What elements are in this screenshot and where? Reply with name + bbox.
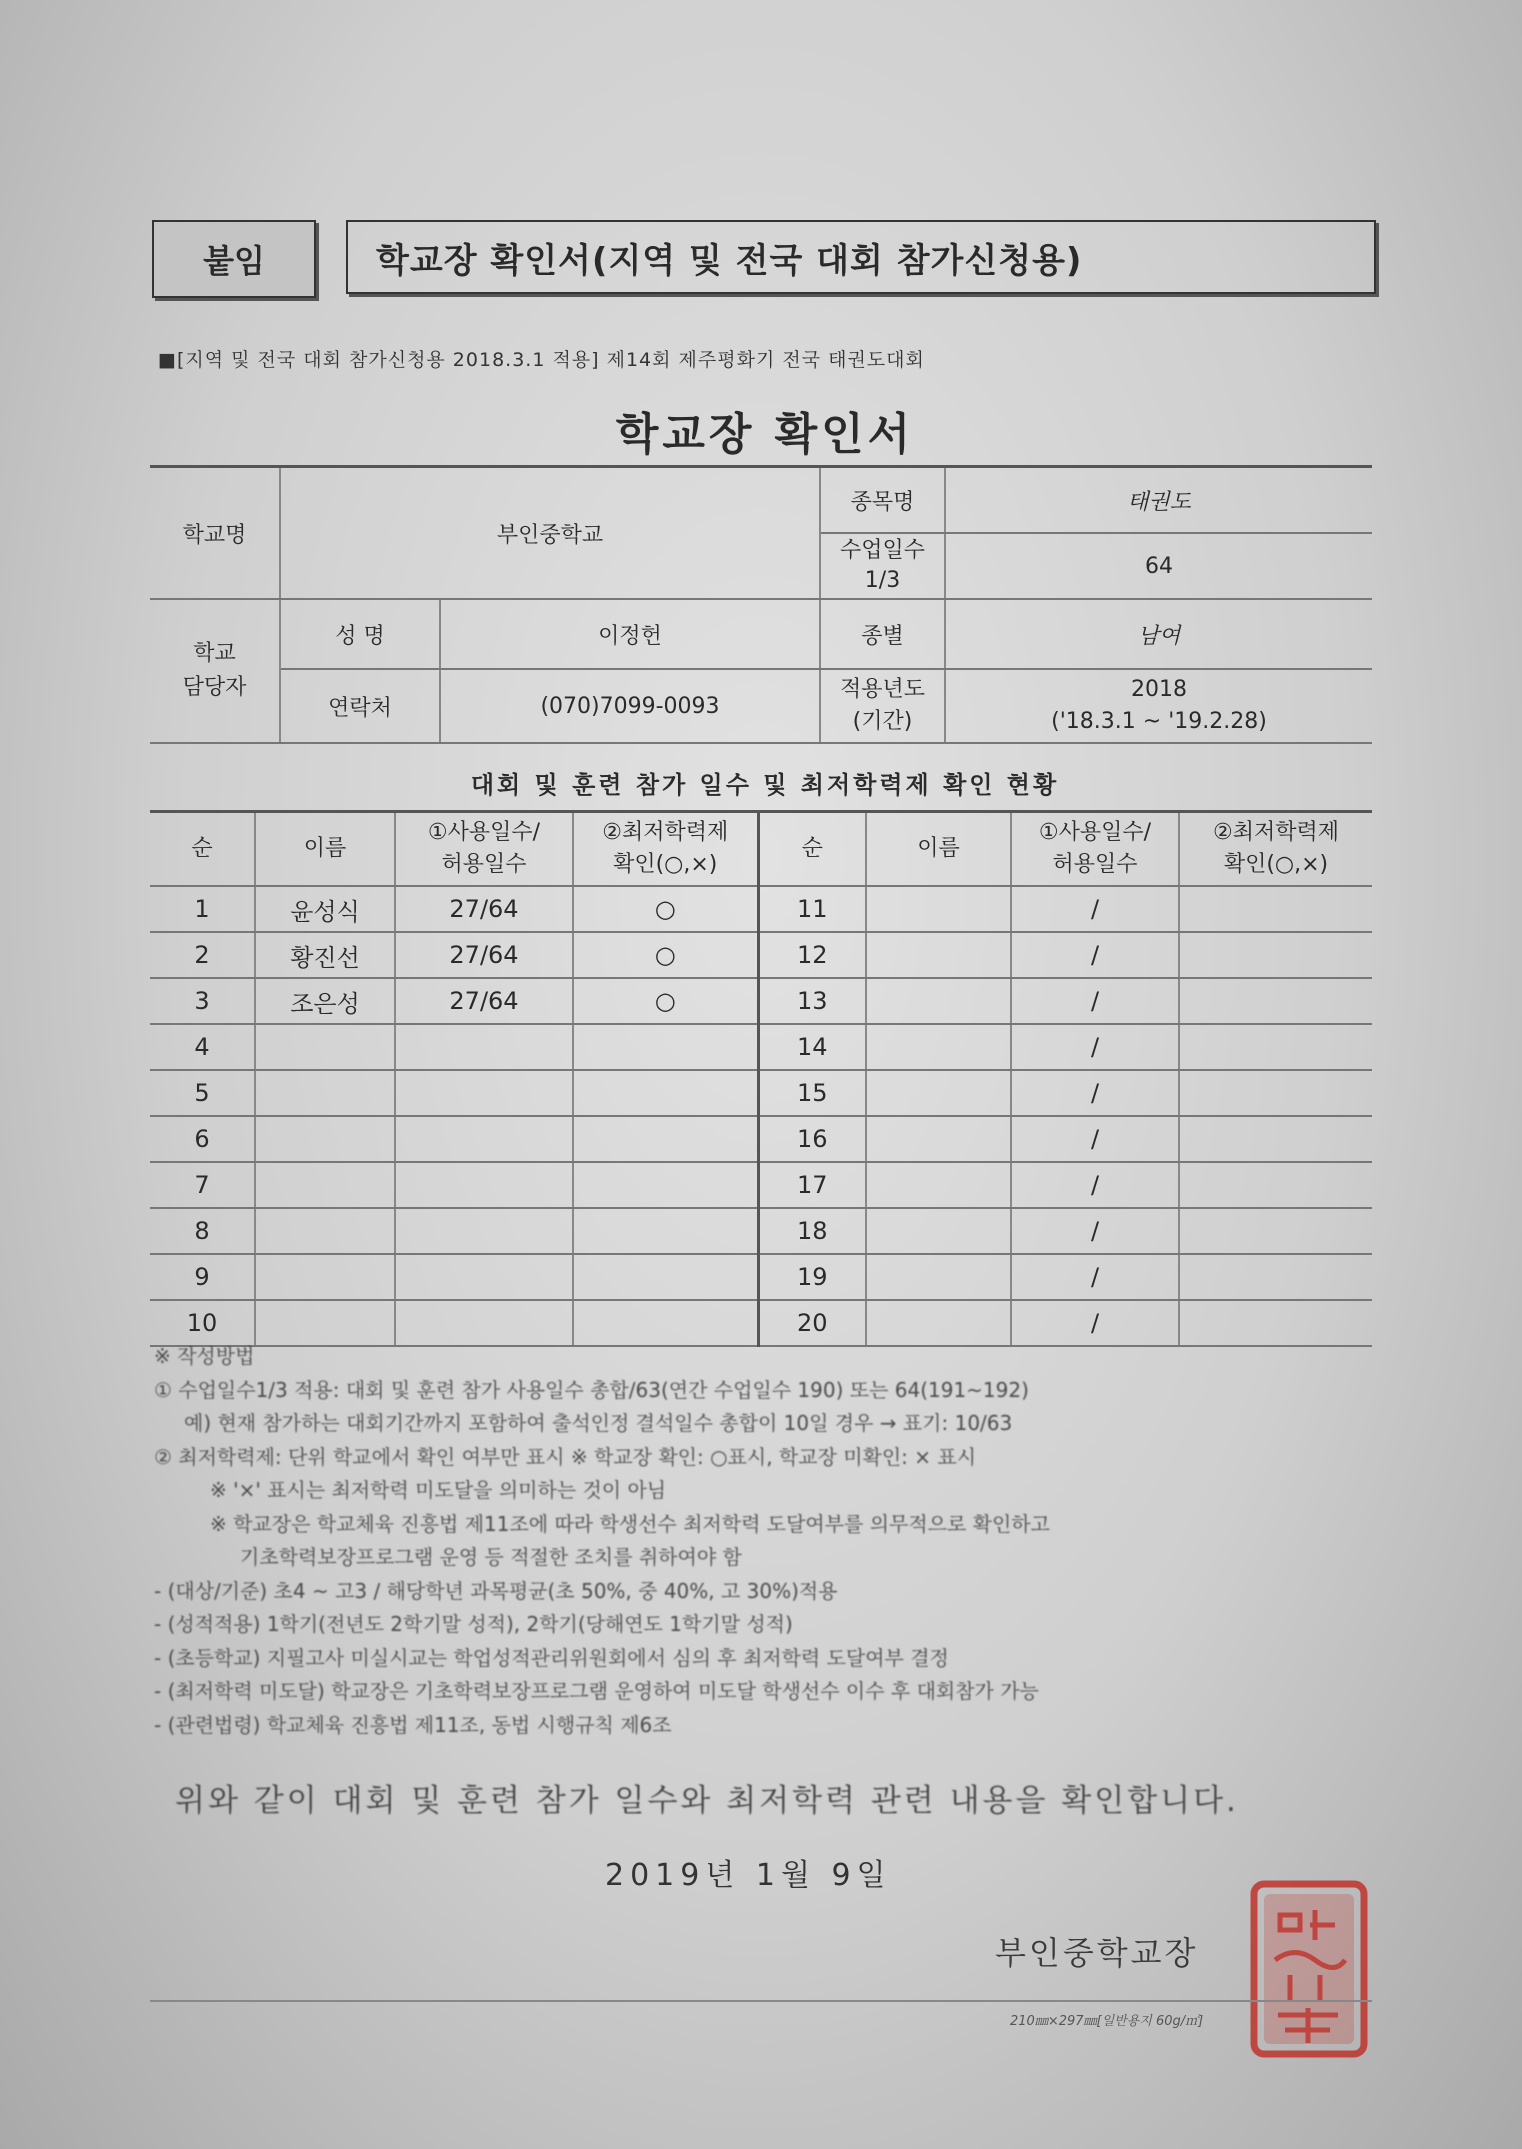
cell-days-2: /: [1011, 978, 1179, 1024]
cell-no: 10: [150, 1300, 255, 1346]
cell-name-2: [866, 978, 1011, 1024]
note-line: ※ 작성방법: [154, 1344, 255, 1368]
cell-days-2: /: [1011, 1300, 1179, 1346]
cell-days-2: /: [1011, 1208, 1179, 1254]
table-header-row: [150, 812, 1372, 887]
header-title: 학교장 확인서(지역 및 전국 대회 참가신청용): [346, 220, 1376, 294]
note-line: - (성적적용) 1학기(전년도 2학기말 성적), 2학기(당해연도 1학기말 성적): [154, 1612, 793, 1636]
confirmation-text: 위와 같이 대회 및 훈련 참가 일수와 최저학력 관련 내용을 확인합니다.: [175, 1783, 1239, 1819]
cell-check: ○: [573, 886, 758, 932]
cell-name-2: [866, 932, 1011, 978]
manager-label: 학교 담당자: [150, 599, 280, 743]
cell-check-2: [1179, 1024, 1372, 1070]
cell-no-2: 13: [758, 978, 866, 1024]
signer-name: 부인중학교장: [995, 1934, 1199, 1972]
cell-days: 27/64: [395, 932, 573, 978]
cell-check: ○: [573, 978, 758, 1024]
note-line: ※ '×' 표시는 최저학력 미도달을 의미하는 것이 아님: [210, 1478, 667, 1502]
table-row: [150, 1208, 1372, 1254]
cell-check: ○: [573, 932, 758, 978]
cell-days-2: /: [1011, 1162, 1179, 1208]
cell-no: 3: [150, 978, 255, 1024]
header-no: 순: [150, 812, 255, 887]
official-seal: [1250, 1880, 1368, 2058]
cell-name-2: [866, 1116, 1011, 1162]
cell-name-2: [866, 886, 1011, 932]
cell-name: [255, 1162, 395, 1208]
cell-name: 윤성식: [255, 886, 395, 932]
note-line: 예) 현재 참가하는 대회기간까지 포함하여 출석인정 결석일수 총합이 10일 경우 → 표기: 10/63: [184, 1411, 1013, 1435]
instructions: [154, 1340, 1384, 1742]
manager-name: 이정헌: [440, 599, 820, 669]
cell-days: 27/64: [395, 886, 573, 932]
cell-check-2: [1179, 1254, 1372, 1300]
header-no-2: 순: [758, 812, 866, 887]
table-row: [150, 1024, 1372, 1070]
document-date: 2019년 1월 9일: [605, 1858, 892, 1893]
cell-no-2: 15: [758, 1070, 866, 1116]
footer-rule: [150, 2000, 1372, 2002]
cell-no: 7: [150, 1162, 255, 1208]
cell-days-2: /: [1011, 1070, 1179, 1116]
cell-days: [395, 1070, 573, 1116]
table-row: [150, 932, 1372, 978]
note-line: - (초등학교) 지필고사 미실시교는 학업성적관리위원회에서 심의 후 최저학력 도달여부 결정: [154, 1645, 949, 1670]
cell-no-2: 14: [758, 1024, 866, 1070]
cell-no-2: 19: [758, 1254, 866, 1300]
cell-no-2: 18: [758, 1208, 866, 1254]
gender-value: 남여: [945, 599, 1372, 669]
cell-name-2: [866, 1208, 1011, 1254]
cell-days: [395, 1162, 573, 1208]
cell-check-2: [1179, 932, 1372, 978]
cell-no: 2: [150, 932, 255, 978]
year-label: 적용년도 (기간): [820, 669, 945, 743]
cell-name-2: [866, 1162, 1011, 1208]
event-value: 태권도: [945, 467, 1372, 534]
header-name-2: 이름: [866, 812, 1011, 887]
cell-check-2: [1179, 1116, 1372, 1162]
school-info-table: [150, 465, 1372, 744]
note-line: ① 수업일수1/3 적용: 대회 및 훈련 참가 사용일수 총합/63(연간 수업일수 190) 또는 64(191~192): [154, 1377, 1029, 1402]
note-line: ※ 학교장은 학교체육 진흥법 제11조에 따라 학생선수 최저학력 도달여부를 의무적으로 확인하고: [210, 1511, 1050, 1536]
school-name: 부인중학교: [280, 467, 820, 600]
cell-no-2: 16: [758, 1116, 866, 1162]
name-label: 성 명: [280, 599, 440, 669]
cell-name-2: [866, 1024, 1011, 1070]
cell-name: [255, 1116, 395, 1162]
cell-days-2: /: [1011, 1116, 1179, 1162]
contact-label: 연락처: [280, 669, 440, 743]
cell-name: [255, 1254, 395, 1300]
class-days-label: 수업일수 1/3: [820, 533, 945, 599]
header-check: ②최저학력제 확인(○,×): [573, 812, 758, 887]
cell-check: [573, 1208, 758, 1254]
attachment-tag: 붙임: [152, 220, 316, 298]
cell-name: 조은성: [255, 978, 395, 1024]
header-check-2: ②최저학력제 확인(○,×): [1179, 812, 1372, 887]
cell-no: 4: [150, 1024, 255, 1070]
header-days: ①사용일수/ 허용일수: [395, 812, 573, 887]
note-line: - (최저학력 미도달) 학교장은 기초학력보장프로그램 운영하여 미도달 학생선수 이수 후 대회참가 가능: [154, 1679, 1039, 1703]
cell-no: 1: [150, 886, 255, 932]
class-days-value: 64: [945, 533, 1372, 599]
subheader: ■[지역 및 전국 대회 참가신청용 2018.3.1 적용] 제14회 제주평화기 전국 태권도대회: [158, 349, 925, 371]
cell-days-2: /: [1011, 886, 1179, 932]
cell-name: [255, 1070, 395, 1116]
cell-no: 5: [150, 1070, 255, 1116]
cell-name: [255, 1024, 395, 1070]
header-name: 이름: [255, 812, 395, 887]
cell-check: [573, 1070, 758, 1116]
roster-body: [150, 886, 1372, 1346]
cell-name-2: [866, 1254, 1011, 1300]
cell-check-2: [1179, 1208, 1372, 1254]
cell-check-2: [1179, 886, 1372, 932]
document-header: [152, 220, 1376, 292]
cell-no-2: 20: [758, 1300, 866, 1346]
table-row: [150, 1070, 1372, 1116]
cell-days: [395, 1116, 573, 1162]
table-row: [150, 1162, 1372, 1208]
table-row: [150, 1116, 1372, 1162]
cell-name: [255, 1208, 395, 1254]
year-value: 2018 ('18.3.1 ~ '19.2.28): [945, 669, 1372, 743]
cell-check: [573, 1024, 758, 1070]
note-line: - (대상/기준) 초4 ~ 고3 / 해당학년 과목평균(초 50%, 중 40%, 고 30%)적용: [154, 1578, 838, 1603]
gender-label: 종별: [820, 599, 945, 669]
cell-days: 27/64: [395, 978, 573, 1024]
note-line: ② 최저학력제: 단위 학교에서 확인 여부만 표시 ※ 학교장 확인: ○표시, 학교장 미확인: × 표시: [154, 1444, 977, 1469]
note-line: 기초학력보장프로그램 운영 등 적절한 조치를 취하여야 함: [240, 1545, 742, 1569]
cell-days-2: /: [1011, 1254, 1179, 1300]
cell-days-2: /: [1011, 932, 1179, 978]
cell-check: [573, 1116, 758, 1162]
contact-value: (070)7099-0093: [440, 669, 820, 743]
cell-no: 9: [150, 1254, 255, 1300]
cell-check: [573, 1162, 758, 1208]
document-title: 학교장 확인서: [615, 409, 915, 460]
cell-days: [395, 1254, 573, 1300]
cell-no-2: 12: [758, 932, 866, 978]
table-row: [150, 1254, 1372, 1300]
cell-name-2: [866, 1070, 1011, 1116]
paper-size-note: 210㎜×297㎜[일반용지 60g/㎡]: [1010, 2014, 1204, 2029]
table-row: [150, 978, 1372, 1024]
cell-days: [395, 1024, 573, 1070]
participation-table: [150, 810, 1372, 1347]
cell-check-2: [1179, 978, 1372, 1024]
table-row: [150, 886, 1372, 932]
cell-no-2: 17: [758, 1162, 866, 1208]
school-name-label: 학교명: [150, 467, 280, 600]
cell-no: 8: [150, 1208, 255, 1254]
cell-check-2: [1179, 1162, 1372, 1208]
section-title: 대회 및 훈련 참가 일수 및 최저학력제 확인 현황: [470, 771, 1060, 799]
cell-check: [573, 1254, 758, 1300]
event-label: 종목명: [820, 467, 945, 534]
cell-check-2: [1179, 1070, 1372, 1116]
note-line: - (관련법령) 학교체육 진흥법 제11조, 동법 시행규칙 제6조: [154, 1712, 672, 1737]
cell-name: 황진선: [255, 932, 395, 978]
header-days-2: ①사용일수/ 허용일수: [1011, 812, 1179, 887]
cell-no: 6: [150, 1116, 255, 1162]
cell-no-2: 11: [758, 886, 866, 932]
cell-days: [395, 1208, 573, 1254]
cell-days-2: /: [1011, 1024, 1179, 1070]
document-page: [150, 210, 1380, 2060]
